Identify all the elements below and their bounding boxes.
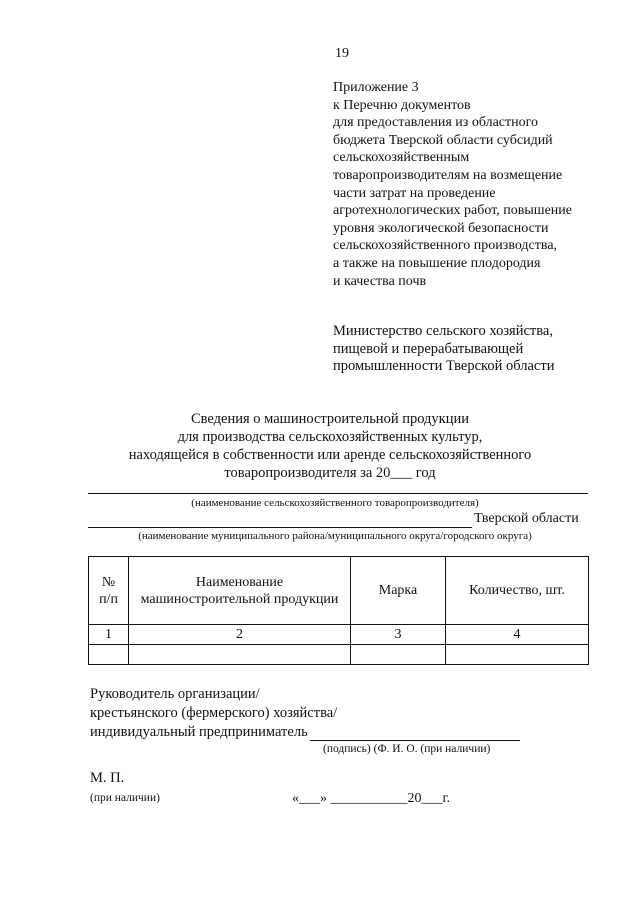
appendix-line: к Перечню документов	[333, 97, 471, 113]
appendix-line: агротехнологических работ, повышение	[333, 203, 572, 219]
table-row	[89, 645, 589, 665]
table-cell: 3	[351, 625, 446, 645]
signature-field[interactable]	[310, 740, 520, 741]
appendix-line: Приложение 3	[333, 80, 419, 95]
appendix-line: уровня экологической безопасности	[333, 220, 549, 236]
district-name-caption: (наименование муниципального района/муниципального округа/городского округа)	[138, 530, 532, 542]
stamp-label: М. П.	[90, 770, 125, 786]
appendix-line: и качества почв	[333, 273, 427, 289]
appendix-line: сельскохозяйственного производства,	[333, 238, 558, 254]
table-cell: 2	[129, 625, 351, 645]
table-cell[interactable]	[89, 645, 129, 665]
table-cell[interactable]	[351, 645, 446, 665]
date-field[interactable]: «___» ___________20___г.	[292, 791, 451, 806]
district-name-field[interactable]	[88, 527, 472, 528]
stamp-note: (при наличии)	[90, 792, 160, 804]
document-title	[90, 410, 570, 482]
table-row	[89, 625, 589, 645]
title-line: для производства сельскохозяйственных культур,	[177, 429, 483, 445]
recipient-line: промышленности Тверской области	[333, 358, 555, 374]
page-number: 19	[335, 46, 349, 61]
appendix-line: части затрат на проведение	[333, 185, 496, 201]
table-cell[interactable]	[446, 645, 589, 665]
table-cell: 1	[89, 625, 129, 645]
appendix-block	[333, 79, 572, 290]
signer-line: Руководитель организации/	[90, 686, 260, 702]
header-brand: Марка	[351, 557, 446, 625]
appendix-line: бюджета Тверской области субсидий	[333, 132, 553, 148]
appendix-line: сельскохозяйственным	[333, 150, 470, 166]
appendix-line: а также на повышение плодородия	[333, 255, 541, 271]
title-line: находящейся в собственности или аренде сельскохозяйственного	[128, 447, 532, 463]
appendix-line: для предоставления из областного	[333, 115, 539, 131]
recipient-line: пищевой и перерабатывающей	[333, 340, 524, 357]
table-cell: 4	[446, 625, 589, 645]
header-number: № п/п	[89, 557, 129, 625]
table-header-row	[89, 557, 589, 625]
signer-line: индивидуальный предприниматель	[90, 724, 308, 740]
producer-name-field[interactable]	[88, 493, 588, 494]
recipient-block	[333, 323, 554, 376]
machinery-table	[88, 556, 589, 665]
appendix-line: товаропроизводителям на возмещение	[333, 167, 563, 183]
signature-caption: (подпись) (Ф. И. О. (при наличии)	[323, 743, 491, 755]
table-cell[interactable]	[129, 645, 351, 665]
title-line: Сведения о машиностроительной продукции	[190, 411, 469, 427]
signer-line: крестьянского (фермерского) хозяйства/	[90, 705, 338, 721]
header-quantity: Количество, шт.	[446, 557, 589, 625]
title-line: товаропроизводителя за 20___ год	[224, 465, 436, 481]
region-suffix: Тверской области	[474, 511, 579, 526]
recipient-line: Министерство сельского хозяйства,	[333, 323, 553, 339]
signer-block	[90, 685, 337, 742]
header-name: Наименование машиностроительной продукции	[129, 557, 351, 625]
producer-name-caption: (наименование сельскохозяйственного товаропроизводителя)	[191, 497, 479, 509]
